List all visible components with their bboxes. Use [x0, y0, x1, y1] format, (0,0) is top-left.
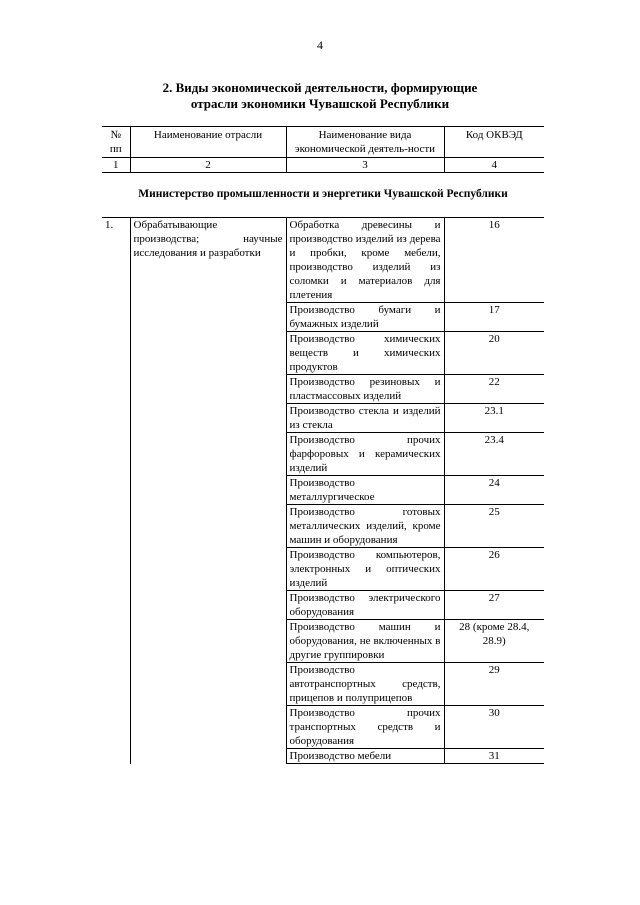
- okved-code: 22: [444, 375, 544, 404]
- activity-name: Производство бумаги и бумажных изделий: [286, 303, 444, 332]
- okved-code: 24: [444, 476, 544, 505]
- activity-name: Производство машин и оборудования, не включенных в другие группировки: [286, 620, 444, 663]
- index-cell: 4: [444, 158, 544, 173]
- header-code: Код ОКВЭД: [444, 127, 544, 158]
- okved-code: 26: [444, 548, 544, 591]
- okved-code: 23.1: [444, 404, 544, 433]
- table-index-row: [102, 158, 544, 173]
- activity-name: Производство готовых металлических изделий, кроме машин и оборудования: [286, 505, 444, 548]
- okved-code: 28 (кроме 28.4, 28.9): [444, 620, 544, 663]
- section-title-line-2: отрасли экономики Чувашской Республики: [190, 96, 450, 111]
- activity-name: Производство автотранспортных средств, прицепов и полуприцепов: [286, 663, 444, 706]
- okved-code: 16: [444, 218, 544, 303]
- okved-code: 20: [444, 332, 544, 375]
- activity-name: Производство прочих транспортных средств и оборудования: [286, 706, 444, 749]
- header-activity: Наименование вида экономической деятель-ности: [286, 127, 444, 158]
- activity-name: Производство химических веществ и химических продуктов: [286, 332, 444, 375]
- activity-name: Производство прочих фарфоровых и керамических изделий: [286, 433, 444, 476]
- okved-table: [102, 126, 544, 764]
- section-title: [0, 80, 640, 112]
- header-num: № пп: [102, 127, 130, 158]
- index-cell: 2: [130, 158, 286, 173]
- header-industry: Наименование отрасли: [130, 127, 286, 158]
- table-header-row: [102, 127, 544, 158]
- page-number: 4: [317, 38, 323, 52]
- okved-code: 31: [444, 749, 544, 764]
- group-number: 1.: [102, 218, 130, 764]
- table-row: [102, 218, 544, 303]
- okved-code: 25: [444, 505, 544, 548]
- ministry-title: Министерство промышленности и энергетики Чувашской Республики: [138, 188, 508, 200]
- okved-code: 17: [444, 303, 544, 332]
- activity-name: Производство стекла и изделий из стекла: [286, 404, 444, 433]
- activity-name: Производство металлургическое: [286, 476, 444, 505]
- index-cell: 3: [286, 158, 444, 173]
- activity-name: Производство резиновых и пластмассовых изделий: [286, 375, 444, 404]
- activity-name: Производство электрического оборудования: [286, 591, 444, 620]
- activity-name: Производство компьютеров, электронных и оптических изделий: [286, 548, 444, 591]
- section-title-line-1: 2. Виды экономической деятельности, формирующие: [162, 80, 478, 95]
- okved-code: 23.4: [444, 433, 544, 476]
- activity-name: Обработка древесины и производство изделий из дерева и пробки, кроме мебели, производство изделий из соломки и материалов для плетения: [286, 218, 444, 303]
- index-cell: 1: [102, 158, 130, 173]
- activity-name: Производство мебели: [286, 749, 444, 764]
- okved-code: 27: [444, 591, 544, 620]
- ministry-row: [102, 173, 544, 218]
- okved-code: 29: [444, 663, 544, 706]
- industry-name: Обрабатывающие производства; научные исследования и разработки: [130, 218, 286, 764]
- okved-code: 30: [444, 706, 544, 749]
